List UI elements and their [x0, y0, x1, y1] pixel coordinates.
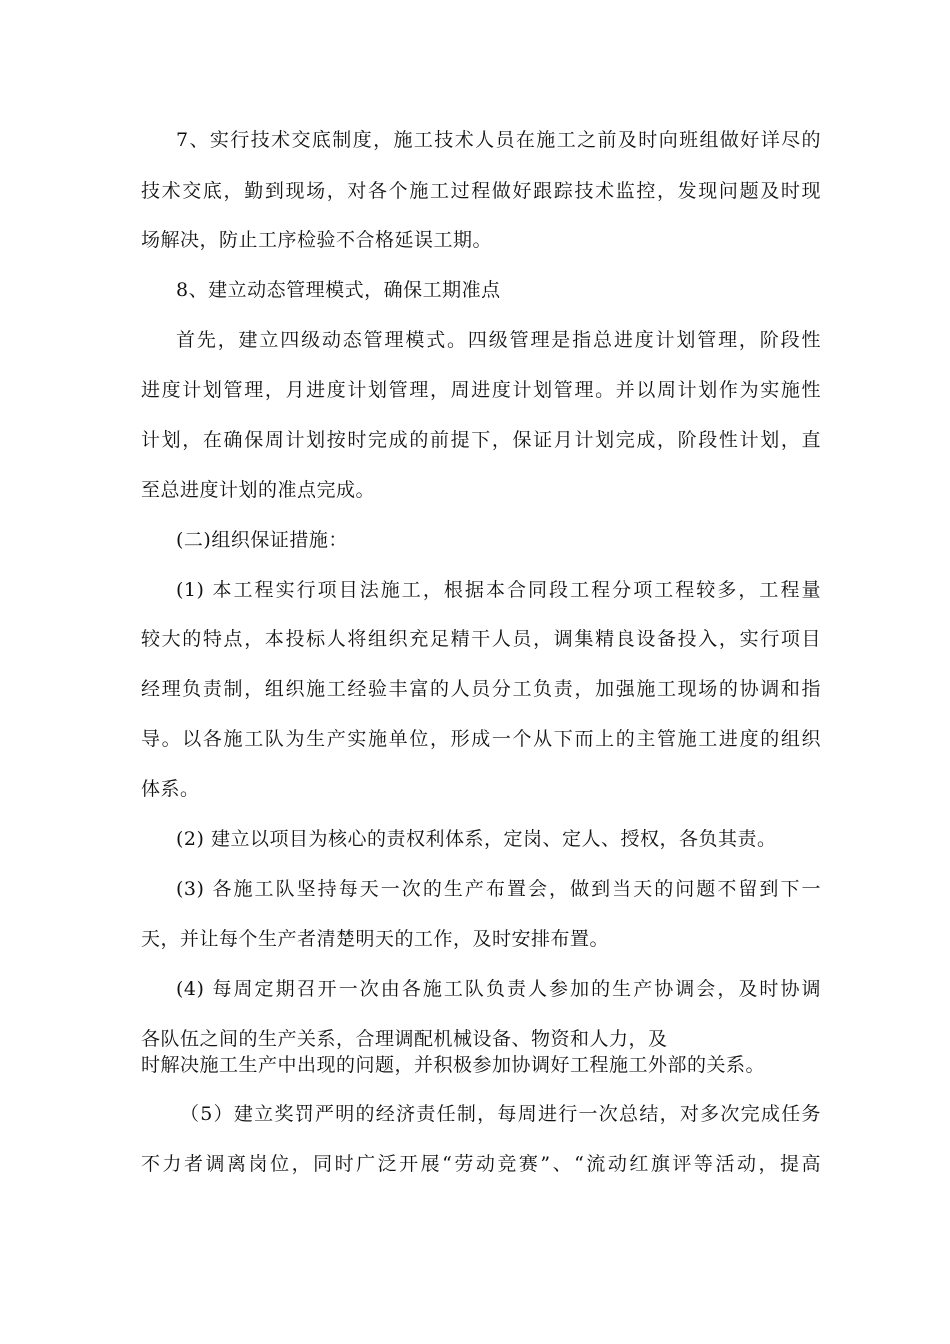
item-1-line-3: 经理负责制，组织施工经验丰富的人员分工负责，加强施工现场的协调和指 — [141, 678, 821, 700]
item-4-line-3: 时解决施工生产中出现的问题，并积极参加协调好工程施工外部的关系。 — [141, 1054, 766, 1076]
paragraph-8-heading: 8、建立动态管理模式，确保工期准点 — [176, 279, 501, 301]
item-5-line-1: （5）建立奖罚严明的经济责任制，每周进行一次总结，对多次完成任务 — [180, 1103, 821, 1125]
paragraph-four-level-line-3: 计划，在确保周计划按时完成的前提下，保证月计划完成，阶段性计划，直 — [141, 429, 821, 451]
item-1-line-4: 导。以各施工队为生产实施单位，形成一个从下而上的主管施工进度的组织 — [141, 728, 821, 750]
item-4-line-1: (4) 每周定期召开一次由各施工队负责人参加的生产协调会，及时协调 — [176, 978, 821, 1000]
paragraph-four-level-line-4: 至总进度计划的准点完成。 — [141, 479, 376, 501]
paragraph-four-level-line-1: 首先，建立四级动态管理模式。四级管理是指总进度计划管理，阶段性 — [176, 329, 821, 351]
item-3-line-1: (3) 各施工队坚持每天一次的生产布置会，做到当天的问题不留到下一 — [176, 878, 821, 900]
item-3-line-2: 天，并让每个生产者清楚明天的工作，及时安排布置。 — [141, 928, 610, 950]
paragraph-7-line-1: 7、实行技术交底制度，施工技术人员在施工之前及时向班组做好详尽的 — [176, 129, 821, 151]
item-1-line-5: 体系。 — [141, 778, 200, 800]
paragraph-four-level-line-2: 进度计划管理，月进度计划管理，周进度计划管理。并以周计划作为实施性 — [141, 379, 821, 401]
item-5-line-2: 不力者调离岗位，同时广泛开展“劳动竞赛”、“流动红旗评等活动，提高 — [141, 1153, 821, 1175]
item-4-line-2: 各队伍之间的生产关系，合理调配机械设备、物资和人力，及 — [141, 1028, 668, 1050]
item-1-line-2: 较大的特点，本投标人将组织充足精干人员，调集精良设备投入，实行项目 — [141, 628, 821, 650]
item-2-line-1: (2) 建立以项目为核心的责权利体系，定岗、定人、授权，各负其责。 — [176, 828, 777, 850]
section-heading-organization: (二)组织保证措施： — [176, 529, 348, 551]
paragraph-7-line-3: 场解决，防止工序检验不合格延误工期。 — [141, 229, 493, 251]
item-1-line-1: (1) 本工程实行项目法施工，根据本合同段工程分项工程较多，工程量 — [176, 579, 821, 601]
paragraph-7-line-2: 技术交底，勤到现场，对各个施工过程做好跟踪技术监控，发现问题及时现 — [141, 180, 821, 202]
